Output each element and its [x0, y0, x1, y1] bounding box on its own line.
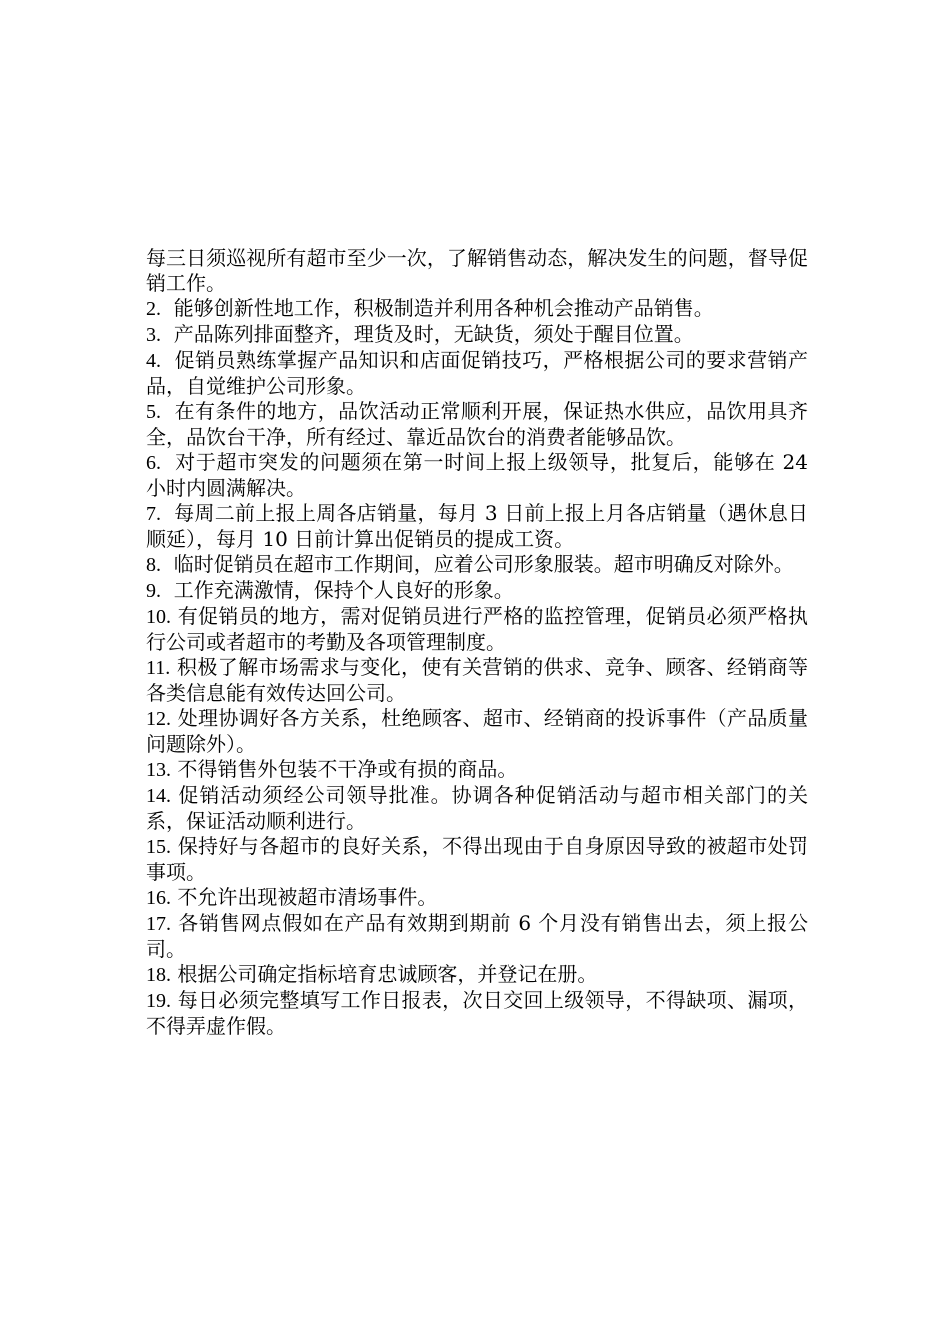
item-number: 13.	[146, 759, 171, 781]
item-number: 16.	[146, 887, 171, 909]
paragraph-18-text: 根据公司确定指标培育忠诚顾客，并登记在册。	[177, 962, 598, 986]
paragraph-12-text: 处理协调好各方关系，杜绝顾客、超市、经销商的投诉事件（产品质量问题除外）。	[146, 706, 809, 756]
paragraph-19-text: 每日必须完整填写工作日报表，次日交回上级领导，不得缺项、漏项，不得弄虚作假。	[146, 988, 809, 1038]
paragraph-1	[146, 246, 808, 296]
item-number: 9.	[146, 580, 161, 602]
paragraph-3	[146, 322, 808, 348]
item-number: 12.	[146, 708, 171, 730]
paragraph-15	[146, 834, 808, 885]
item-number: 2.	[146, 298, 161, 320]
item-number: 4.	[146, 350, 161, 372]
paragraph-3-text: 产品陈列排面整齐，理货及时，无缺货，须处于醒目位置。	[173, 322, 694, 346]
paragraph-7	[146, 501, 808, 552]
paragraph-17-text: 各销售网点假如在产品有效期到期前 6 个月没有销售出去，须上报公司。	[146, 911, 808, 961]
paragraph-10	[146, 604, 808, 655]
paragraph-9-text: 工作充满激情，保持个人良好的形象。	[173, 578, 514, 602]
document-body	[146, 246, 808, 1039]
paragraph-16	[146, 885, 808, 911]
paragraph-4	[146, 348, 808, 399]
paragraph-2-text: 能够创新性地工作，积极制造并利用各种机会推动产品销售。	[173, 296, 714, 320]
paragraph-6-text: 对于超市突发的问题须在第一时间上报上级领导，批复后，能够在 24 小时内圆满解决。	[146, 450, 808, 500]
paragraph-8	[146, 552, 808, 578]
paragraph-8-text: 临时促销员在超市工作期间，应着公司形象服装。超市明确反对除外。	[173, 552, 794, 576]
paragraph-11-text: 积极了解市场需求与变化，使有关营销的供求、竞争、顾客、经销商等各类信息能有效传达回公司。	[146, 655, 809, 705]
paragraph-5	[146, 399, 808, 450]
item-number: 14.	[146, 785, 171, 807]
paragraph-10-text: 有促销员的地方，需对促销员进行严格的监控管理，促销员必须严格执行公司或者超市的考勤及各项管理制度。	[146, 604, 809, 654]
item-number: 5.	[146, 401, 161, 423]
paragraph-16-text: 不允许出现被超市清场事件。	[177, 885, 438, 909]
paragraph-7-text: 每周二前上报上周各店销量，每月 3 日前上报上月各店销量（遇休息日顺延），每月 10 日前计算出促销员的提成工资。	[146, 501, 808, 551]
item-number: 11.	[146, 657, 171, 679]
paragraph-14	[146, 783, 808, 834]
paragraph-15-text: 保持好与各超市的良好关系，不得出现由于自身原因导致的被超市处罚事项。	[146, 834, 809, 884]
item-number: 17.	[146, 913, 171, 935]
paragraph-4-text: 促销员熟练掌握产品知识和店面促销技巧，严格根据公司的要求营销产品，自觉维护公司形象。	[146, 348, 808, 398]
paragraph-12	[146, 706, 808, 757]
paragraph-11	[146, 655, 808, 706]
item-number: 6.	[146, 452, 161, 474]
item-number: 7.	[146, 503, 161, 525]
paragraph-17	[146, 911, 808, 962]
item-number: 18.	[146, 964, 171, 986]
paragraph-5-text: 在有条件的地方，品饮活动正常顺利开展，保证热水供应，品饮用具齐全，品饮台干净，所有经过、靠近品饮台的消费者能够品饮。	[146, 399, 808, 449]
paragraph-19	[146, 988, 808, 1039]
paragraph-1-text: 每三日须巡视所有超市至少一次，了解销售动态，解决发生的问题，督导促销工作。	[146, 246, 808, 295]
item-number: 15.	[146, 836, 171, 858]
item-number: 8.	[146, 554, 161, 576]
paragraph-9	[146, 578, 808, 604]
item-number: 3.	[146, 324, 161, 346]
item-number: 10.	[146, 606, 171, 628]
paragraph-6	[146, 450, 808, 501]
item-number: 19.	[146, 990, 171, 1012]
paragraph-14-text: 促销活动须经公司领导批准。协调各种促销活动与超市相关部门的关系，保证活动顺利进行。	[146, 783, 809, 833]
paragraph-13-text: 不得销售外包装不干净或有损的商品。	[177, 757, 518, 781]
paragraph-2	[146, 296, 808, 322]
paragraph-18	[146, 962, 808, 988]
paragraph-13	[146, 757, 808, 783]
